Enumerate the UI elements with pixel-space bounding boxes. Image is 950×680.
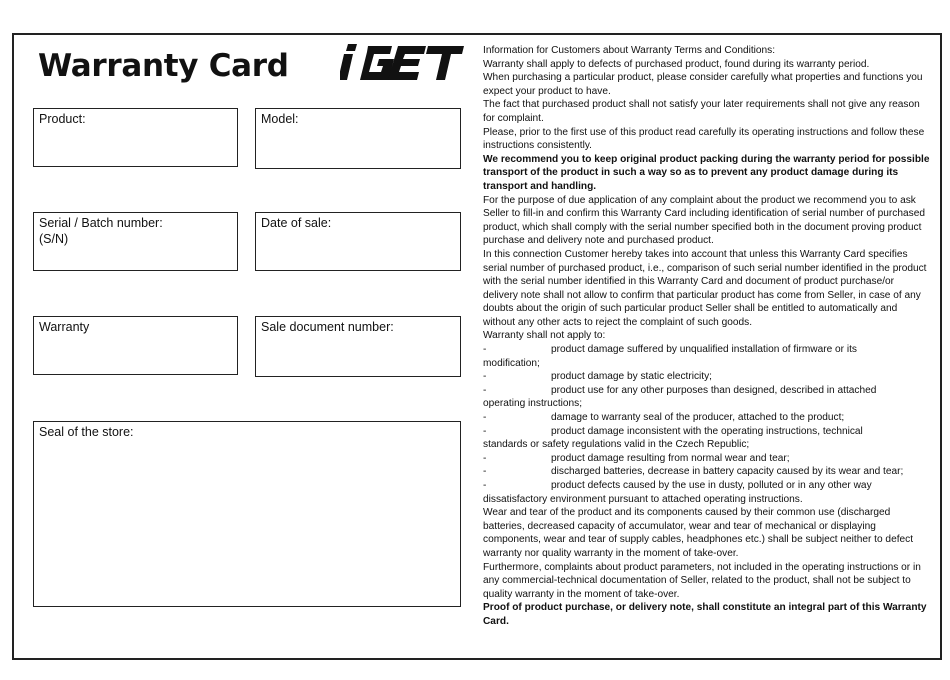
product-field[interactable] xyxy=(33,108,238,167)
page-title: Warranty Card xyxy=(38,48,289,84)
serial-number-field[interactable] xyxy=(33,212,238,271)
exclusion-item xyxy=(483,343,930,357)
exclusion-item xyxy=(483,411,930,425)
model-field[interactable] xyxy=(255,108,461,169)
bullet-dash: - xyxy=(483,344,487,356)
exclusion-item xyxy=(483,452,930,466)
exclusion-text: damage to warranty seal of the producer, attached to the product; xyxy=(551,412,845,424)
date-of-sale-label: Date of sale: xyxy=(261,216,332,230)
terms-paragraph: Warranty shall apply to defects of purchased product, found during its warranty period. xyxy=(483,58,870,70)
bullet-dash: - xyxy=(483,371,487,383)
terms-proof-notice: Proof of product purchase, or delivery note, shall constitute an integral part of this Warranty Card. xyxy=(483,602,927,627)
warranty-terms xyxy=(483,44,930,629)
exclusion-text: product damage inconsistent with the operating instructions, technical xyxy=(551,425,863,437)
bullet-dash: - xyxy=(483,384,487,396)
exclusion-item xyxy=(483,425,930,439)
terms-paragraph: Wear and tear of the product and its components caused by their common use (discharged batteries, decreased capacity of accumulator, wear and tear of mechanical or displaying components, wear and tear of supply cables, headphones etc.) shall be subject neither to defect warranty nor quality warranty in the moment of take-over. xyxy=(483,507,914,559)
serial-number-sublabel: (S/N) xyxy=(39,232,69,246)
product-label: Product: xyxy=(39,112,86,126)
terms-paragraph: Please, prior to the first use of this product read carefully its operating instructions and follow these instructions consistently. xyxy=(483,126,925,152)
exclusion-text: product damage suffered by unqualified installation of firmware or its xyxy=(551,344,857,356)
exclusion-item xyxy=(483,479,930,493)
terms-paragraph: For the purpose of due application of any complaint about the product we recommend you to ask Seller to fill-in and confirm this Warranty Card including identification of serial number of purchased product, which shall comply with the serial number specified both in the document proving product purchase and delivery note and purchased product. xyxy=(483,194,925,247)
exclusion-item xyxy=(483,465,930,479)
exclusion-text: product damage resulting from normal wear and tear; xyxy=(551,452,790,464)
bullet-dash: - xyxy=(483,466,487,478)
terms-exclusions-heading: Warranty shall not apply to: xyxy=(483,330,606,342)
terms-paragraph: In this connection Customer hereby takes into account that unless this Warranty Card specifies serial number of purchased product, i.e., comparison of such serial number identified in the product with the serial number identified in this Warranty Card and document of product purchase/or delivery note shall not allow to confirm that particular product has come from Seller, in case of any doubts about the origin of such particular product Seller shall be entitled to automatically and without any other acts to reject the complaint of such goods. xyxy=(483,248,927,328)
terms-packing-notice: We recommend you to keep original product packing during the warranty period for possible transport of the product in such a way so as to prevent any product damage during its transport and handling. xyxy=(483,153,930,192)
terms-paragraph: When purchasing a particular product, please consider carefully what properties and functions you expect your product to have. xyxy=(483,72,923,97)
exclusion-continuation: standards or safety regulations valid in the Czech Republic; xyxy=(483,439,750,451)
serial-number-label: Serial / Batch number: xyxy=(39,216,163,230)
exclusion-item xyxy=(483,384,930,398)
bullet-dash: - xyxy=(483,452,487,464)
exclusion-continuation: dissatisfactory environment pursuant to attached operating instructions. xyxy=(483,493,803,505)
date-of-sale-field[interactable] xyxy=(255,212,461,271)
warranty-label: Warranty xyxy=(39,320,90,334)
exclusion-text: product defects caused by the use in dusty, polluted or in any other way xyxy=(551,480,872,491)
warranty-field[interactable] xyxy=(33,316,238,375)
bullet-dash: - xyxy=(483,425,487,437)
bullet-dash: - xyxy=(483,412,487,424)
bullet-dash: - xyxy=(483,480,487,491)
terms-heading: Information for Customers about Warranty Terms and Conditions: xyxy=(483,45,776,56)
exclusion-text: discharged batteries, decrease in battery capacity caused by its wear and tear; xyxy=(551,466,904,478)
sale-document-label: Sale document number: xyxy=(261,320,394,334)
model-label: Model: xyxy=(261,112,299,126)
exclusion-text: product damage by static electricity; xyxy=(551,371,712,383)
store-seal-field[interactable] xyxy=(33,421,461,607)
exclusion-continuation: operating instructions; xyxy=(483,398,583,410)
exclusion-text: product use for any other purposes than designed, described in attached xyxy=(551,384,877,396)
exclusion-continuation: modification; xyxy=(483,357,540,369)
iget-logo xyxy=(340,44,464,82)
terms-paragraph: Furthermore, complaints about product parameters, not included in the operating instructions or in any commercial-technical documentation of Seller, related to the product, shall not be subject to quality warranty in the moment of take-over. xyxy=(483,561,921,600)
exclusion-item xyxy=(483,370,930,384)
terms-paragraph: The fact that purchased product shall not satisfy your later requirements shall not give any reason for complaint. xyxy=(483,99,920,124)
sale-document-field[interactable] xyxy=(255,316,461,377)
store-seal-label: Seal of the store: xyxy=(39,425,134,439)
